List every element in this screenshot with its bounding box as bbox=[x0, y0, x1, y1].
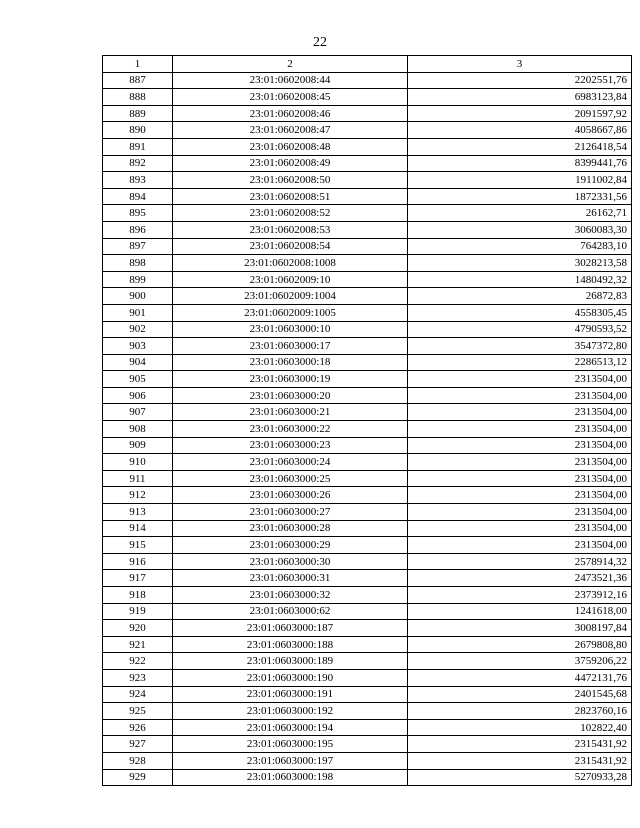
row-number-cell: 900 bbox=[103, 288, 173, 305]
header-col-1: 1 bbox=[103, 56, 173, 73]
cadastral-value-cell: 2473521,36 bbox=[408, 570, 632, 587]
cadastral-value-cell: 2126418,54 bbox=[408, 138, 632, 155]
cadastral-number-cell: 23:01:0602008:48 bbox=[173, 138, 408, 155]
row-number-cell: 920 bbox=[103, 620, 173, 637]
cadastral-number-cell: 23:01:0603000:192 bbox=[173, 703, 408, 720]
cadastral-value-cell: 2286513,12 bbox=[408, 354, 632, 371]
cadastral-number-cell: 23:01:0603000:19 bbox=[173, 371, 408, 388]
cadastral-value-cell: 4058667,86 bbox=[408, 122, 632, 139]
table-row bbox=[103, 553, 632, 570]
row-number-cell: 910 bbox=[103, 454, 173, 471]
row-number-cell: 917 bbox=[103, 570, 173, 587]
cadastral-value-cell: 8399441,76 bbox=[408, 155, 632, 172]
cadastral-value-cell: 3759206,22 bbox=[408, 653, 632, 670]
table-row bbox=[103, 89, 632, 106]
cadastral-value-cell: 2313504,00 bbox=[408, 520, 632, 537]
cadastral-value-cell: 2313504,00 bbox=[408, 504, 632, 521]
cadastral-value-cell: 2313504,00 bbox=[408, 437, 632, 454]
cadastral-number-cell: 23:01:0603000:17 bbox=[173, 338, 408, 355]
table-row bbox=[103, 371, 632, 388]
cadastral-number-cell: 23:01:0603000:188 bbox=[173, 636, 408, 653]
cadastral-number-cell: 23:01:0602009:10 bbox=[173, 271, 408, 288]
table-row bbox=[103, 354, 632, 371]
table-row bbox=[103, 122, 632, 139]
row-number-cell: 906 bbox=[103, 387, 173, 404]
row-number-cell: 914 bbox=[103, 520, 173, 537]
row-number-cell: 896 bbox=[103, 221, 173, 238]
cadastral-value-cell: 2091597,92 bbox=[408, 105, 632, 122]
row-number-cell: 895 bbox=[103, 205, 173, 222]
table-row bbox=[103, 736, 632, 753]
cadastral-number-cell: 23:01:0603000:187 bbox=[173, 620, 408, 637]
row-number-cell: 927 bbox=[103, 736, 173, 753]
cadastral-value-cell: 2313504,00 bbox=[408, 421, 632, 438]
cadastral-number-cell: 23:01:0602009:1004 bbox=[173, 288, 408, 305]
table-row bbox=[103, 636, 632, 653]
cadastral-number-cell: 23:01:0602008:47 bbox=[173, 122, 408, 139]
cadastral-value-cell: 6983123,84 bbox=[408, 89, 632, 106]
cadastral-value-cell: 2313504,00 bbox=[408, 371, 632, 388]
cadastral-number-cell: 23:01:0603000:190 bbox=[173, 669, 408, 686]
cadastral-number-cell: 23:01:0603000:62 bbox=[173, 603, 408, 620]
cadastral-number-cell: 23:01:0603000:22 bbox=[173, 421, 408, 438]
cadastral-value-cell: 1241618,00 bbox=[408, 603, 632, 620]
row-number-cell: 909 bbox=[103, 437, 173, 454]
table-row bbox=[103, 255, 632, 272]
cadastral-number-cell: 23:01:0603000:189 bbox=[173, 653, 408, 670]
cadastral-value-cell: 2823760,16 bbox=[408, 703, 632, 720]
table-row bbox=[103, 404, 632, 421]
row-number-cell: 912 bbox=[103, 487, 173, 504]
cadastral-value-cell: 2679808,80 bbox=[408, 636, 632, 653]
row-number-cell: 902 bbox=[103, 321, 173, 338]
row-number-cell: 913 bbox=[103, 504, 173, 521]
table-row bbox=[103, 72, 632, 89]
row-number-cell: 921 bbox=[103, 636, 173, 653]
cadastral-number-cell: 23:01:0603000:20 bbox=[173, 387, 408, 404]
cadastral-number-cell: 23:01:0603000:197 bbox=[173, 752, 408, 769]
cadastral-value-cell: 102822,40 bbox=[408, 719, 632, 736]
cadastral-number-cell: 23:01:0603000:25 bbox=[173, 470, 408, 487]
cadastral-value-cell: 2315431,92 bbox=[408, 736, 632, 753]
table-row bbox=[103, 238, 632, 255]
table-row bbox=[103, 437, 632, 454]
table-row bbox=[103, 155, 632, 172]
row-number-cell: 894 bbox=[103, 188, 173, 205]
row-number-cell: 899 bbox=[103, 271, 173, 288]
table-row bbox=[103, 454, 632, 471]
header-col-2: 2 bbox=[173, 56, 408, 73]
cadastral-value-cell: 26872,83 bbox=[408, 288, 632, 305]
table-row bbox=[103, 205, 632, 222]
table-row bbox=[103, 520, 632, 537]
cadastral-value-cell: 2313504,00 bbox=[408, 404, 632, 421]
table-row bbox=[103, 703, 632, 720]
row-number-cell: 901 bbox=[103, 304, 173, 321]
cadastral-value-cell: 3547372,80 bbox=[408, 338, 632, 355]
table-row bbox=[103, 719, 632, 736]
cadastral-value-cell: 2313504,00 bbox=[408, 470, 632, 487]
table-row bbox=[103, 603, 632, 620]
table-header bbox=[103, 56, 632, 73]
table-row bbox=[103, 172, 632, 189]
cadastral-number-cell: 23:01:0602008:49 bbox=[173, 155, 408, 172]
cadastral-value-cell: 3028213,58 bbox=[408, 255, 632, 272]
cadastral-number-cell: 23:01:0603000:18 bbox=[173, 354, 408, 371]
table-row bbox=[103, 686, 632, 703]
cadastral-value-cell: 2313504,00 bbox=[408, 387, 632, 404]
cadastral-value-cell: 1911002,84 bbox=[408, 172, 632, 189]
cadastral-number-cell: 23:01:0602008:45 bbox=[173, 89, 408, 106]
row-number-cell: 929 bbox=[103, 769, 173, 786]
table-row bbox=[103, 421, 632, 438]
row-number-cell: 898 bbox=[103, 255, 173, 272]
cadastral-value-cell: 2373912,16 bbox=[408, 587, 632, 604]
table-row bbox=[103, 653, 632, 670]
cadastral-number-cell: 23:01:0603000:23 bbox=[173, 437, 408, 454]
cadastral-value-cell: 2578914,32 bbox=[408, 553, 632, 570]
cadastral-value-cell: 2401545,68 bbox=[408, 686, 632, 703]
row-number-cell: 918 bbox=[103, 587, 173, 604]
cadastral-value-cell: 1872331,56 bbox=[408, 188, 632, 205]
row-number-cell: 905 bbox=[103, 371, 173, 388]
cadastral-value-cell: 764283,10 bbox=[408, 238, 632, 255]
table-row bbox=[103, 221, 632, 238]
table-row bbox=[103, 271, 632, 288]
cadastral-number-cell: 23:01:0603000:32 bbox=[173, 587, 408, 604]
table-row bbox=[103, 504, 632, 521]
table-row bbox=[103, 387, 632, 404]
cadastral-number-cell: 23:01:0602008:1008 bbox=[173, 255, 408, 272]
row-number-cell: 893 bbox=[103, 172, 173, 189]
row-number-cell: 888 bbox=[103, 89, 173, 106]
cadastral-number-cell: 23:01:0603000:26 bbox=[173, 487, 408, 504]
cadastral-number-cell: 23:01:0603000:30 bbox=[173, 553, 408, 570]
row-number-cell: 889 bbox=[103, 105, 173, 122]
table-row bbox=[103, 752, 632, 769]
cadastral-number-cell: 23:01:0602008:51 bbox=[173, 188, 408, 205]
cadastral-value-cell: 3008197,84 bbox=[408, 620, 632, 637]
row-number-cell: 925 bbox=[103, 703, 173, 720]
cadastral-number-cell: 23:01:0603000:198 bbox=[173, 769, 408, 786]
row-number-cell: 890 bbox=[103, 122, 173, 139]
row-number-cell: 897 bbox=[103, 238, 173, 255]
cadastral-number-cell: 23:01:0603000:27 bbox=[173, 504, 408, 521]
cadastral-number-cell: 23:01:0602008:54 bbox=[173, 238, 408, 255]
header-col-3: 3 bbox=[408, 56, 632, 73]
cadastral-value-cell: 4472131,76 bbox=[408, 669, 632, 686]
page-number: 22 bbox=[313, 35, 327, 50]
row-number-cell: 904 bbox=[103, 354, 173, 371]
cadastral-number-cell: 23:01:0603000:10 bbox=[173, 321, 408, 338]
row-number-cell: 892 bbox=[103, 155, 173, 172]
row-number-cell: 926 bbox=[103, 719, 173, 736]
table-row bbox=[103, 288, 632, 305]
row-number-cell: 924 bbox=[103, 686, 173, 703]
row-number-cell: 928 bbox=[103, 752, 173, 769]
cadastral-value-cell: 2313504,00 bbox=[408, 537, 632, 554]
table-row bbox=[103, 321, 632, 338]
table-row bbox=[103, 304, 632, 321]
cadastral-value-cell: 3060083,30 bbox=[408, 221, 632, 238]
cadastral-value-cell: 2315431,92 bbox=[408, 752, 632, 769]
cadastral-number-cell: 23:01:0603000:24 bbox=[173, 454, 408, 471]
table-row bbox=[103, 570, 632, 587]
row-number-cell: 911 bbox=[103, 470, 173, 487]
cadastral-number-cell: 23:01:0603000:28 bbox=[173, 520, 408, 537]
table-row bbox=[103, 620, 632, 637]
table-row bbox=[103, 669, 632, 686]
cadastral-number-cell: 23:01:0603000:194 bbox=[173, 719, 408, 736]
cadastral-number-cell: 23:01:0602008:50 bbox=[173, 172, 408, 189]
row-number-cell: 903 bbox=[103, 338, 173, 355]
table-body bbox=[103, 72, 632, 786]
cadastral-value-table bbox=[102, 55, 632, 786]
cadastral-number-cell: 23:01:0602008:53 bbox=[173, 221, 408, 238]
table-row bbox=[103, 537, 632, 554]
table-row bbox=[103, 487, 632, 504]
table-row bbox=[103, 338, 632, 355]
cadastral-number-cell: 23:01:0603000:29 bbox=[173, 537, 408, 554]
row-number-cell: 908 bbox=[103, 421, 173, 438]
row-number-cell: 916 bbox=[103, 553, 173, 570]
table-row bbox=[103, 188, 632, 205]
cadastral-number-cell: 23:01:0602008:44 bbox=[173, 72, 408, 89]
cadastral-value-cell: 2313504,00 bbox=[408, 454, 632, 471]
cadastral-number-cell: 23:01:0602008:52 bbox=[173, 205, 408, 222]
cadastral-value-cell: 2313504,00 bbox=[408, 487, 632, 504]
row-number-cell: 887 bbox=[103, 72, 173, 89]
cadastral-value-cell: 4790593,52 bbox=[408, 321, 632, 338]
table-row bbox=[103, 587, 632, 604]
table-row bbox=[103, 769, 632, 786]
table-row bbox=[103, 138, 632, 155]
cadastral-number-cell: 23:01:0603000:31 bbox=[173, 570, 408, 587]
cadastral-number-cell: 23:01:0603000:21 bbox=[173, 404, 408, 421]
row-number-cell: 915 bbox=[103, 537, 173, 554]
row-number-cell: 907 bbox=[103, 404, 173, 421]
header-row bbox=[103, 56, 632, 73]
cadastral-value-cell: 26162,71 bbox=[408, 205, 632, 222]
cadastral-number-cell: 23:01:0603000:191 bbox=[173, 686, 408, 703]
cadastral-number-cell: 23:01:0603000:195 bbox=[173, 736, 408, 753]
cadastral-value-cell: 5270933,28 bbox=[408, 769, 632, 786]
cadastral-value-cell: 4558305,45 bbox=[408, 304, 632, 321]
cadastral-value-cell: 1480492,32 bbox=[408, 271, 632, 288]
row-number-cell: 919 bbox=[103, 603, 173, 620]
table-row bbox=[103, 105, 632, 122]
row-number-cell: 891 bbox=[103, 138, 173, 155]
table-row bbox=[103, 470, 632, 487]
row-number-cell: 922 bbox=[103, 653, 173, 670]
row-number-cell: 923 bbox=[103, 669, 173, 686]
cadastral-number-cell: 23:01:0602008:46 bbox=[173, 105, 408, 122]
cadastral-number-cell: 23:01:0602009:1005 bbox=[173, 304, 408, 321]
cadastral-value-cell: 2202551,76 bbox=[408, 72, 632, 89]
